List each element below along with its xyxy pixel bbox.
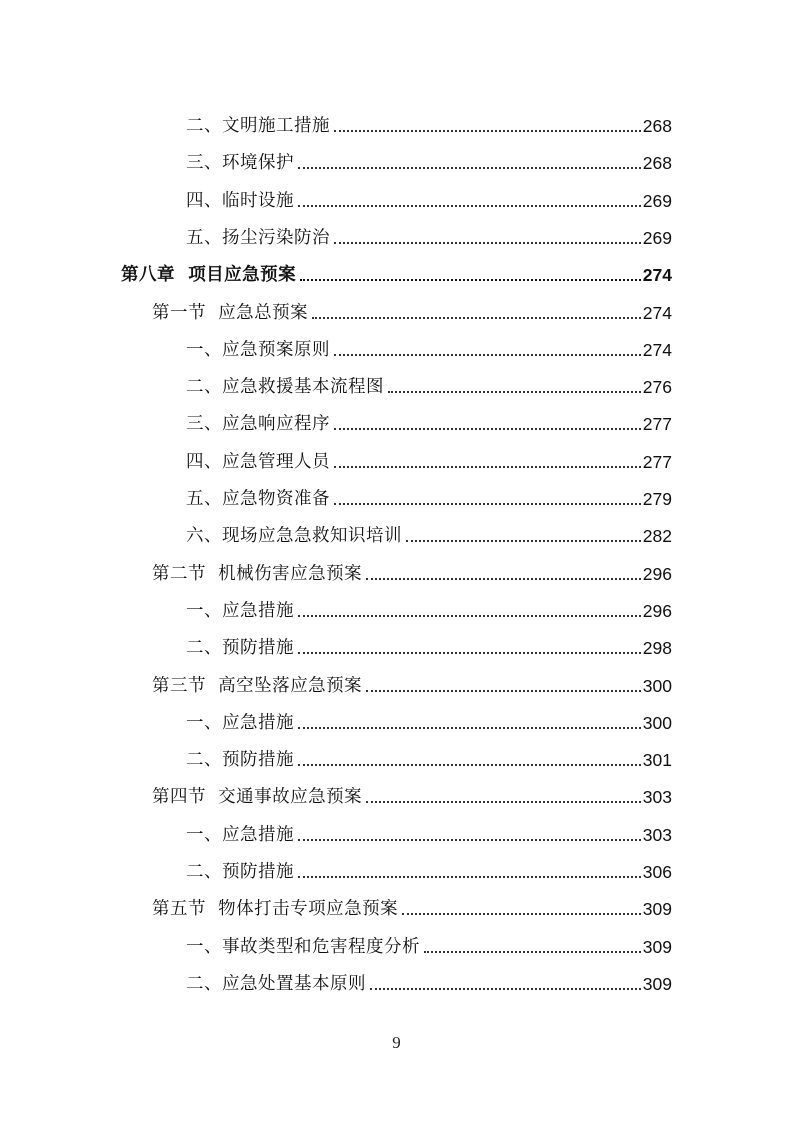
toc-item-entry[interactable]	[186, 398, 672, 435]
dot-leader	[298, 630, 641, 654]
toc-entry-number: 第四节	[152, 787, 219, 808]
toc-section-entry[interactable]	[152, 287, 672, 324]
toc-entry-number: 第八章	[121, 265, 189, 286]
toc-entry-title: 应急总预案	[218, 302, 309, 323]
toc-entry-title: 应急措施	[222, 712, 294, 733]
dot-leader	[334, 108, 641, 132]
toc-entry-number: 二、	[186, 862, 222, 882]
toc-entry-page-number: 300	[642, 712, 672, 733]
toc-chapter-entry[interactable]	[121, 249, 672, 286]
toc-entry-title: 文明施工措施	[222, 116, 330, 136]
dot-leader	[334, 444, 641, 468]
toc-entry-title: 应急响应程序	[222, 414, 330, 435]
toc-item-entry[interactable]	[186, 697, 672, 734]
toc-entry-title: 应急救援基本流程图	[222, 377, 384, 398]
toc-entry-page-number: 269	[642, 190, 672, 211]
dot-leader	[370, 966, 641, 990]
toc-section-entry[interactable]	[152, 660, 672, 697]
toc-entry-number: 第三节	[152, 675, 219, 696]
toc-entry-page-number: 274	[642, 265, 672, 286]
toc-item-entry[interactable]	[186, 921, 672, 958]
toc-entry-title: 物体打击专项应急预案	[218, 899, 399, 920]
toc-entry-title: 预防措施	[222, 750, 294, 771]
toc-entry-number: 五、	[186, 489, 222, 509]
dot-leader	[298, 705, 641, 729]
toc-entry-number: 第一节	[152, 302, 219, 323]
toc-entry-page-number: 277	[642, 451, 672, 472]
dot-leader	[334, 332, 641, 356]
toc-entry-title: 应急预案原则	[222, 339, 330, 360]
toc-entry-page-number: 309	[642, 973, 672, 994]
toc-entry-page-number: 279	[642, 489, 672, 509]
dot-leader	[334, 481, 641, 505]
toc-item-entry[interactable]	[186, 622, 672, 659]
toc-entry-title: 现场应急急救知识培训	[222, 526, 402, 547]
toc-entry-title: 临时设施	[222, 190, 294, 211]
dot-leader	[388, 369, 641, 393]
toc-entry-number: 一、	[186, 600, 222, 621]
toc-entry-page-number: 301	[642, 750, 672, 771]
toc-entry-number: 第二节	[152, 563, 219, 584]
toc-entry-number: 六、	[186, 526, 222, 547]
toc-entry-number: 二、	[186, 638, 222, 659]
toc-entry-title: 事故类型和危害程度分析	[222, 936, 420, 957]
toc-item-entry[interactable]	[186, 473, 672, 510]
toc-item-entry[interactable]	[186, 734, 672, 771]
toc-entry-title: 高空坠落应急预案	[218, 675, 363, 696]
toc-entry-page-number: 274	[642, 302, 672, 323]
toc-item-entry[interactable]	[186, 585, 672, 622]
dot-leader	[334, 406, 641, 430]
toc-entry-number: 一、	[186, 824, 222, 845]
toc-entry-title: 交通事故应急预案	[218, 787, 363, 808]
toc-entry-title: 预防措施	[222, 638, 294, 659]
toc-entry-title: 项目应急预案	[188, 265, 297, 286]
toc-item-entry[interactable]	[186, 212, 672, 249]
toc-entry-page-number: 309	[642, 936, 672, 957]
toc-entry-number: 一、	[186, 936, 222, 957]
dot-leader	[298, 145, 641, 169]
toc-entry-number: 四、	[186, 451, 222, 472]
toc-entry-page-number: 277	[642, 414, 672, 435]
toc-entry-page-number: 303	[642, 787, 672, 808]
toc-entry-number: 四、	[186, 190, 222, 211]
dot-leader	[300, 257, 641, 281]
toc-item-entry[interactable]	[186, 510, 672, 547]
dot-leader	[334, 220, 641, 244]
toc-entry-page-number: 309	[642, 899, 672, 920]
toc-item-entry[interactable]	[186, 175, 672, 212]
toc-entry-title: 预防措施	[222, 862, 294, 882]
toc-entry-number: 二、	[186, 377, 222, 398]
toc-item-entry[interactable]	[186, 361, 672, 398]
dot-leader	[366, 779, 641, 803]
toc-section-entry[interactable]	[152, 771, 672, 808]
toc-entry-page-number: 296	[642, 563, 672, 584]
dot-leader	[424, 929, 641, 953]
dot-leader	[406, 518, 641, 542]
toc-item-entry[interactable]	[186, 324, 672, 361]
dot-leader	[298, 854, 641, 878]
toc-entry-number: 一、	[186, 712, 222, 733]
toc-entry-page-number: 276	[642, 377, 672, 398]
dot-leader	[402, 891, 641, 915]
dot-leader	[298, 593, 641, 617]
toc-entry-title: 扬尘污染防治	[222, 227, 330, 248]
toc-entry-page-number: 303	[642, 824, 672, 845]
dot-leader	[298, 817, 641, 841]
toc-entry-page-number: 282	[642, 526, 672, 547]
toc-entry-number: 三、	[186, 414, 222, 435]
toc-item-entry[interactable]	[186, 958, 672, 995]
page-number: 9	[392, 1033, 401, 1052]
toc-entry-page-number: 274	[642, 339, 672, 360]
toc-entry-page-number: 268	[642, 116, 672, 136]
toc-item-entry[interactable]	[186, 846, 672, 883]
dot-leader	[366, 668, 641, 692]
toc-entry-number: 二、	[186, 973, 222, 994]
dot-leader	[298, 742, 641, 766]
toc-entry-number: 一、	[186, 339, 222, 360]
toc-entry-page-number: 300	[642, 675, 672, 696]
toc-item-entry[interactable]	[186, 100, 672, 137]
toc-entry-page-number: 268	[642, 153, 672, 174]
toc-entry-title: 应急措施	[222, 824, 294, 845]
toc-entry-number: 第五节	[152, 899, 219, 920]
toc-entry-title: 应急管理人员	[222, 451, 330, 472]
toc-item-entry[interactable]	[186, 137, 672, 174]
dot-leader	[312, 295, 641, 319]
toc-section-entry[interactable]	[152, 883, 672, 920]
toc-entry-number: 三、	[186, 153, 222, 174]
toc-entry-title: 机械伤害应急预案	[218, 563, 363, 584]
toc-item-entry[interactable]	[186, 809, 672, 846]
toc-entry-page-number: 296	[642, 600, 672, 621]
toc-entry-page-number: 298	[642, 638, 672, 659]
toc-entry-title: 应急处置基本原则	[222, 973, 366, 994]
toc-entry-number: 五、	[186, 227, 222, 248]
toc-entry-title: 应急物资准备	[222, 489, 330, 509]
dot-leader	[298, 183, 641, 207]
toc-entry-title: 环境保护	[222, 153, 294, 174]
toc-entry-title: 应急措施	[222, 600, 294, 621]
toc-entry-number: 二、	[186, 116, 222, 136]
dot-leader	[366, 556, 641, 580]
toc-entry-page-number: 269	[642, 227, 672, 248]
toc-entry-page-number: 306	[642, 862, 672, 882]
toc-item-entry[interactable]	[186, 436, 672, 473]
toc-section-entry[interactable]	[152, 548, 672, 585]
toc-entry-number: 二、	[186, 750, 222, 771]
